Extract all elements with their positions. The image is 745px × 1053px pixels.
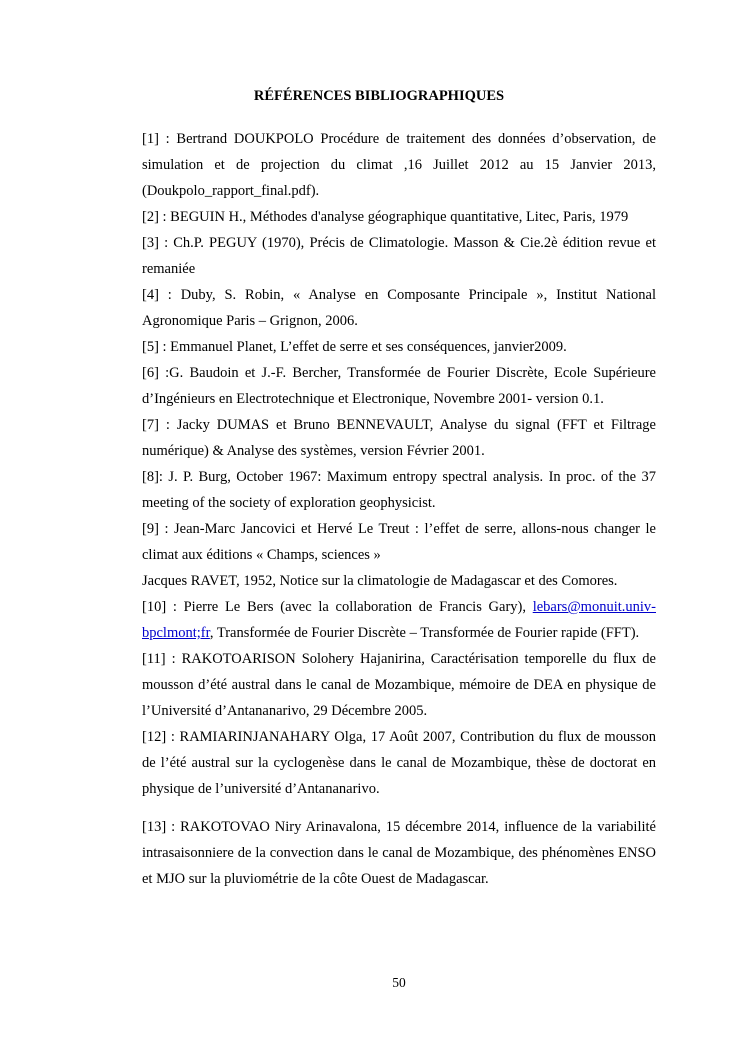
reference-8: [8]: J. P. Burg, October 1967: Maximum entropy spectral analysis. In proc. of the 37 meeting of the society of exploration geophysicist.	[142, 469, 656, 511]
reference-10-after: , Transformée de Fourier Discrète – Transformée de Fourier rapide (FFT).	[209, 625, 640, 641]
reference-list	[142, 126, 656, 892]
email-link[interactable]: lebars@monuit.univ-bpclmont;fr	[142, 599, 656, 641]
page-number: 50	[392, 975, 406, 990]
reference-2: [2] : BEGUIN H., Méthodes d'analyse géographique quantitative, Litec, Paris, 1979	[142, 209, 629, 225]
reference-4: [4] : Duby, S. Robin, « Analyse en Composante Principale », Institut National Agronomique Paris – Grignon, 2006.	[142, 287, 656, 329]
reference-9: [9] : Jean-Marc Jancovici et Hervé Le Treut : l’effet de serre, allons-nous changer le climat aux éditions « Champs, sciences »	[142, 521, 656, 563]
reference-7: [7] : Jacky DUMAS et Bruno BENNEVAULT, Analyse du signal (FFT et Filtrage numérique) & Analyse des systèmes, version Février 2001.	[142, 417, 656, 459]
reference-3: [3] : Ch.P. PEGUY (1970), Précis de Climatologie. Masson & Cie.2è édition revue et remaniée	[142, 235, 656, 277]
reference-12: [12] : RAMIARINJANAHARY Olga, 17 Août 2007, Contribution du flux de mousson de l’été austral sur la cyclogenèse dans le canal de Mozambique, thèse de doctorat en physique de l’université d’Antananarivo.	[142, 729, 656, 797]
reference-10-before: [10] : Pierre Le Bers (avec la collaboration de Francis Gary),	[142, 599, 533, 615]
reference-5: [5] : Emmanuel Planet, L’effet de serre et ses conséquences, janvier2009.	[142, 339, 567, 355]
reference-6: [6] :G. Baudoin et J.-F. Bercher, Transformée de Fourier Discrète, Ecole Supérieure d’Ingénieurs en Electrotechnique et Electronique, Novembre 2001- version 0.1.	[142, 365, 656, 407]
reference-13: [13] : RAKOTOVAO Niry Arinavalona, 15 décembre 2014, influence de la variabilité intrasaisonniere de la convection dans le canal de Mozambique, des phénomènes ENSO et MJO sur la pluviométrie de la côte Ouest de Madagascar.	[142, 819, 656, 887]
reference-10	[142, 594, 656, 646]
reference-11: [11] : RAKOTOARISON Solohery Hajanirina, Caractérisation temporelle du flux de mousson d’été austral dans le canal de Mozambique, mémoire de DEA en physique de l’Université d’Antananarivo, 29 Décembre 2005.	[142, 651, 656, 719]
reference-1: [1] : Bertrand DOUKPOLO Procédure de traitement des données d’observation, de simulation et de projection du climat ,16 Juillet 2012 au 15 Janvier 2013, (Doukpolo_rapport_final.pdf).	[142, 131, 656, 199]
reference-ravet: Jacques RAVET, 1952, Notice sur la climatologie de Madagascar et des Comores.	[142, 573, 618, 589]
page-title: RÉFÉRENCES BIBLIOGRAPHIQUES	[253, 88, 505, 104]
